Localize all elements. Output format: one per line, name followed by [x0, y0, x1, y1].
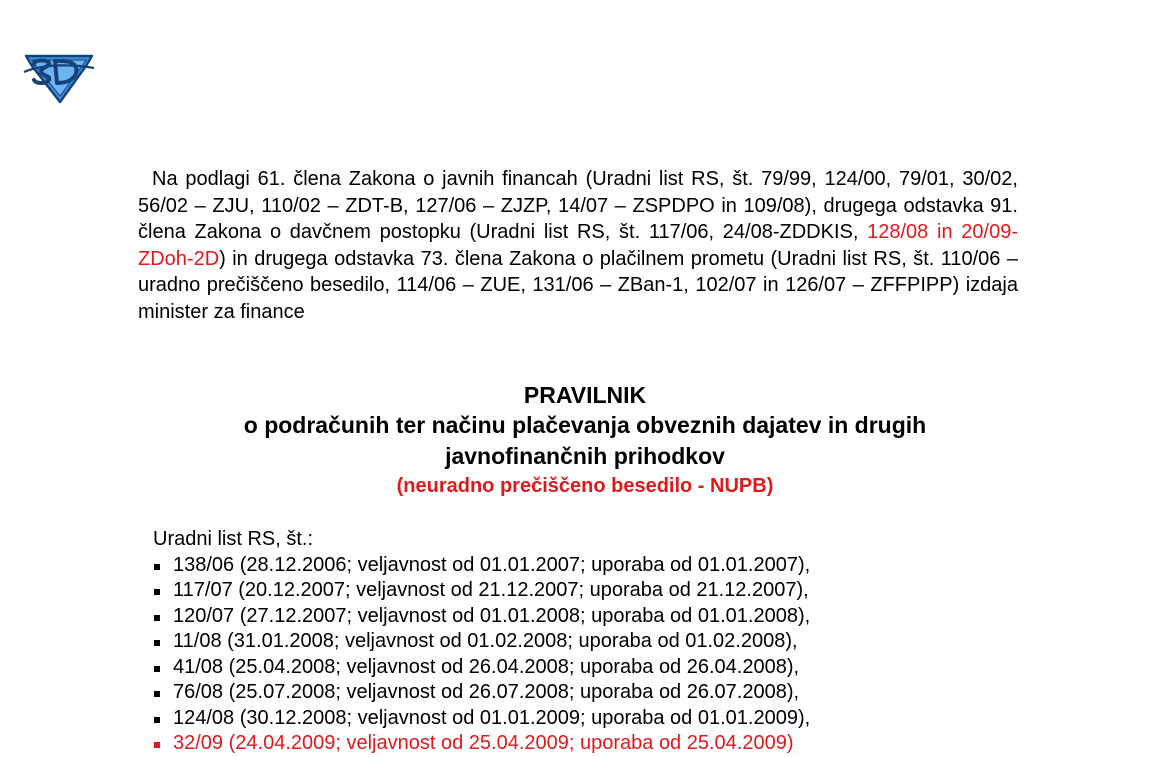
- bullet-icon: [154, 717, 160, 723]
- gazette-issue-text: 41/08 (25.04.2008; veljavnost od 26.04.2008; uporaba od 26.04.2008),: [173, 655, 800, 678]
- preamble-paragraph: [138, 166, 1018, 326]
- bullet-icon: [154, 589, 160, 595]
- document-subtitle-line1: o podračunih ter načinu plačevanja obveznih dajatev in drugih: [243, 412, 927, 438]
- preamble-text-part2: ) in drugega odstavka 73. člena Zakona o plačilnem prometu (Uradni list RS, št. 110/06 – uradno prečiščeno besedilo, 114/06 – ZUE, 131/06 – ZBan-1, 102/07 in 126/07 – ZFFPIPP) izdaja minister za finance: [138, 247, 1018, 323]
- list-item: [153, 680, 1053, 706]
- list-item: [153, 706, 1053, 732]
- bullet-icon: [154, 666, 160, 672]
- gazette-issue-text: 32/09 (24.04.2009; veljavnost od 25.04.2009; uporaba od 25.04.2009): [173, 732, 794, 754]
- gazette-issue-text: 76/08 (25.07.2008; veljavnost od 26.07.2008; uporaba od 26.07.2008),: [173, 681, 800, 703]
- gazette-issue-text: 138/06 (28.12.2006; veljavnost od 01.01.2007; uporaba od 01.01.2007),: [173, 553, 811, 576]
- preamble-amendment-reference: 128/08 in 20/09-ZDoh-2D: [138, 221, 1019, 270]
- list-item: [153, 604, 1053, 630]
- gazette-issue-text: 124/08 (30.12.2008; veljavnost od 01.01.2009; uporaba od 01.01.2009),: [173, 706, 811, 729]
- unofficial-consolidated-note: (neuradno prečiščeno besedilo - NUPB): [396, 475, 774, 497]
- bullet-icon: [154, 691, 160, 697]
- list-item: [153, 731, 1053, 757]
- bullet-icon: [154, 564, 160, 570]
- gazette-list-label: Uradni list RS, št.:: [153, 528, 314, 550]
- document-title-block: [138, 380, 1032, 500]
- document-title: PRAVILNIK: [523, 382, 647, 408]
- preamble-text-part1: Na podlagi 61. člena Zakona o javnih financah (Uradni list RS, št. 79/99, 124/00, 79/01, 30/02, 56/02 – ZJU, 110/02 – ZDT-B, 127/06 – ZJZP, 14/07 – ZSPDPO in 109/08), drugega odstavka 91. člena Zakona o davčnem postopku (Uradni list RS, št. 117/06, 24/08-ZDDKIS,: [138, 168, 1018, 244]
- gazette-issues-list: [153, 553, 1053, 757]
- official-gazette-list: [153, 527, 1053, 757]
- list-item: [153, 553, 1053, 579]
- bullet-icon: [154, 640, 160, 646]
- list-item: [153, 629, 1053, 655]
- gazette-issue-text: 120/07 (27.12.2007; veljavnost od 01.01.2008; uporaba od 01.01.2008),: [173, 604, 811, 627]
- sd-shield-logo-icon: [22, 50, 96, 104]
- document-subtitle-line2: javnofinančnih prihodkov: [445, 443, 725, 469]
- list-item: [153, 578, 1053, 604]
- bullet-icon: [154, 615, 160, 621]
- list-item: [153, 655, 1053, 681]
- gazette-issue-text: 117/07 (20.12.2007; veljavnost od 21.12.2007; uporaba od 21.12.2007),: [173, 579, 809, 601]
- gazette-issue-text: 11/08 (31.01.2008; veljavnost od 01.02.2008; uporaba od 01.02.2008),: [173, 630, 798, 652]
